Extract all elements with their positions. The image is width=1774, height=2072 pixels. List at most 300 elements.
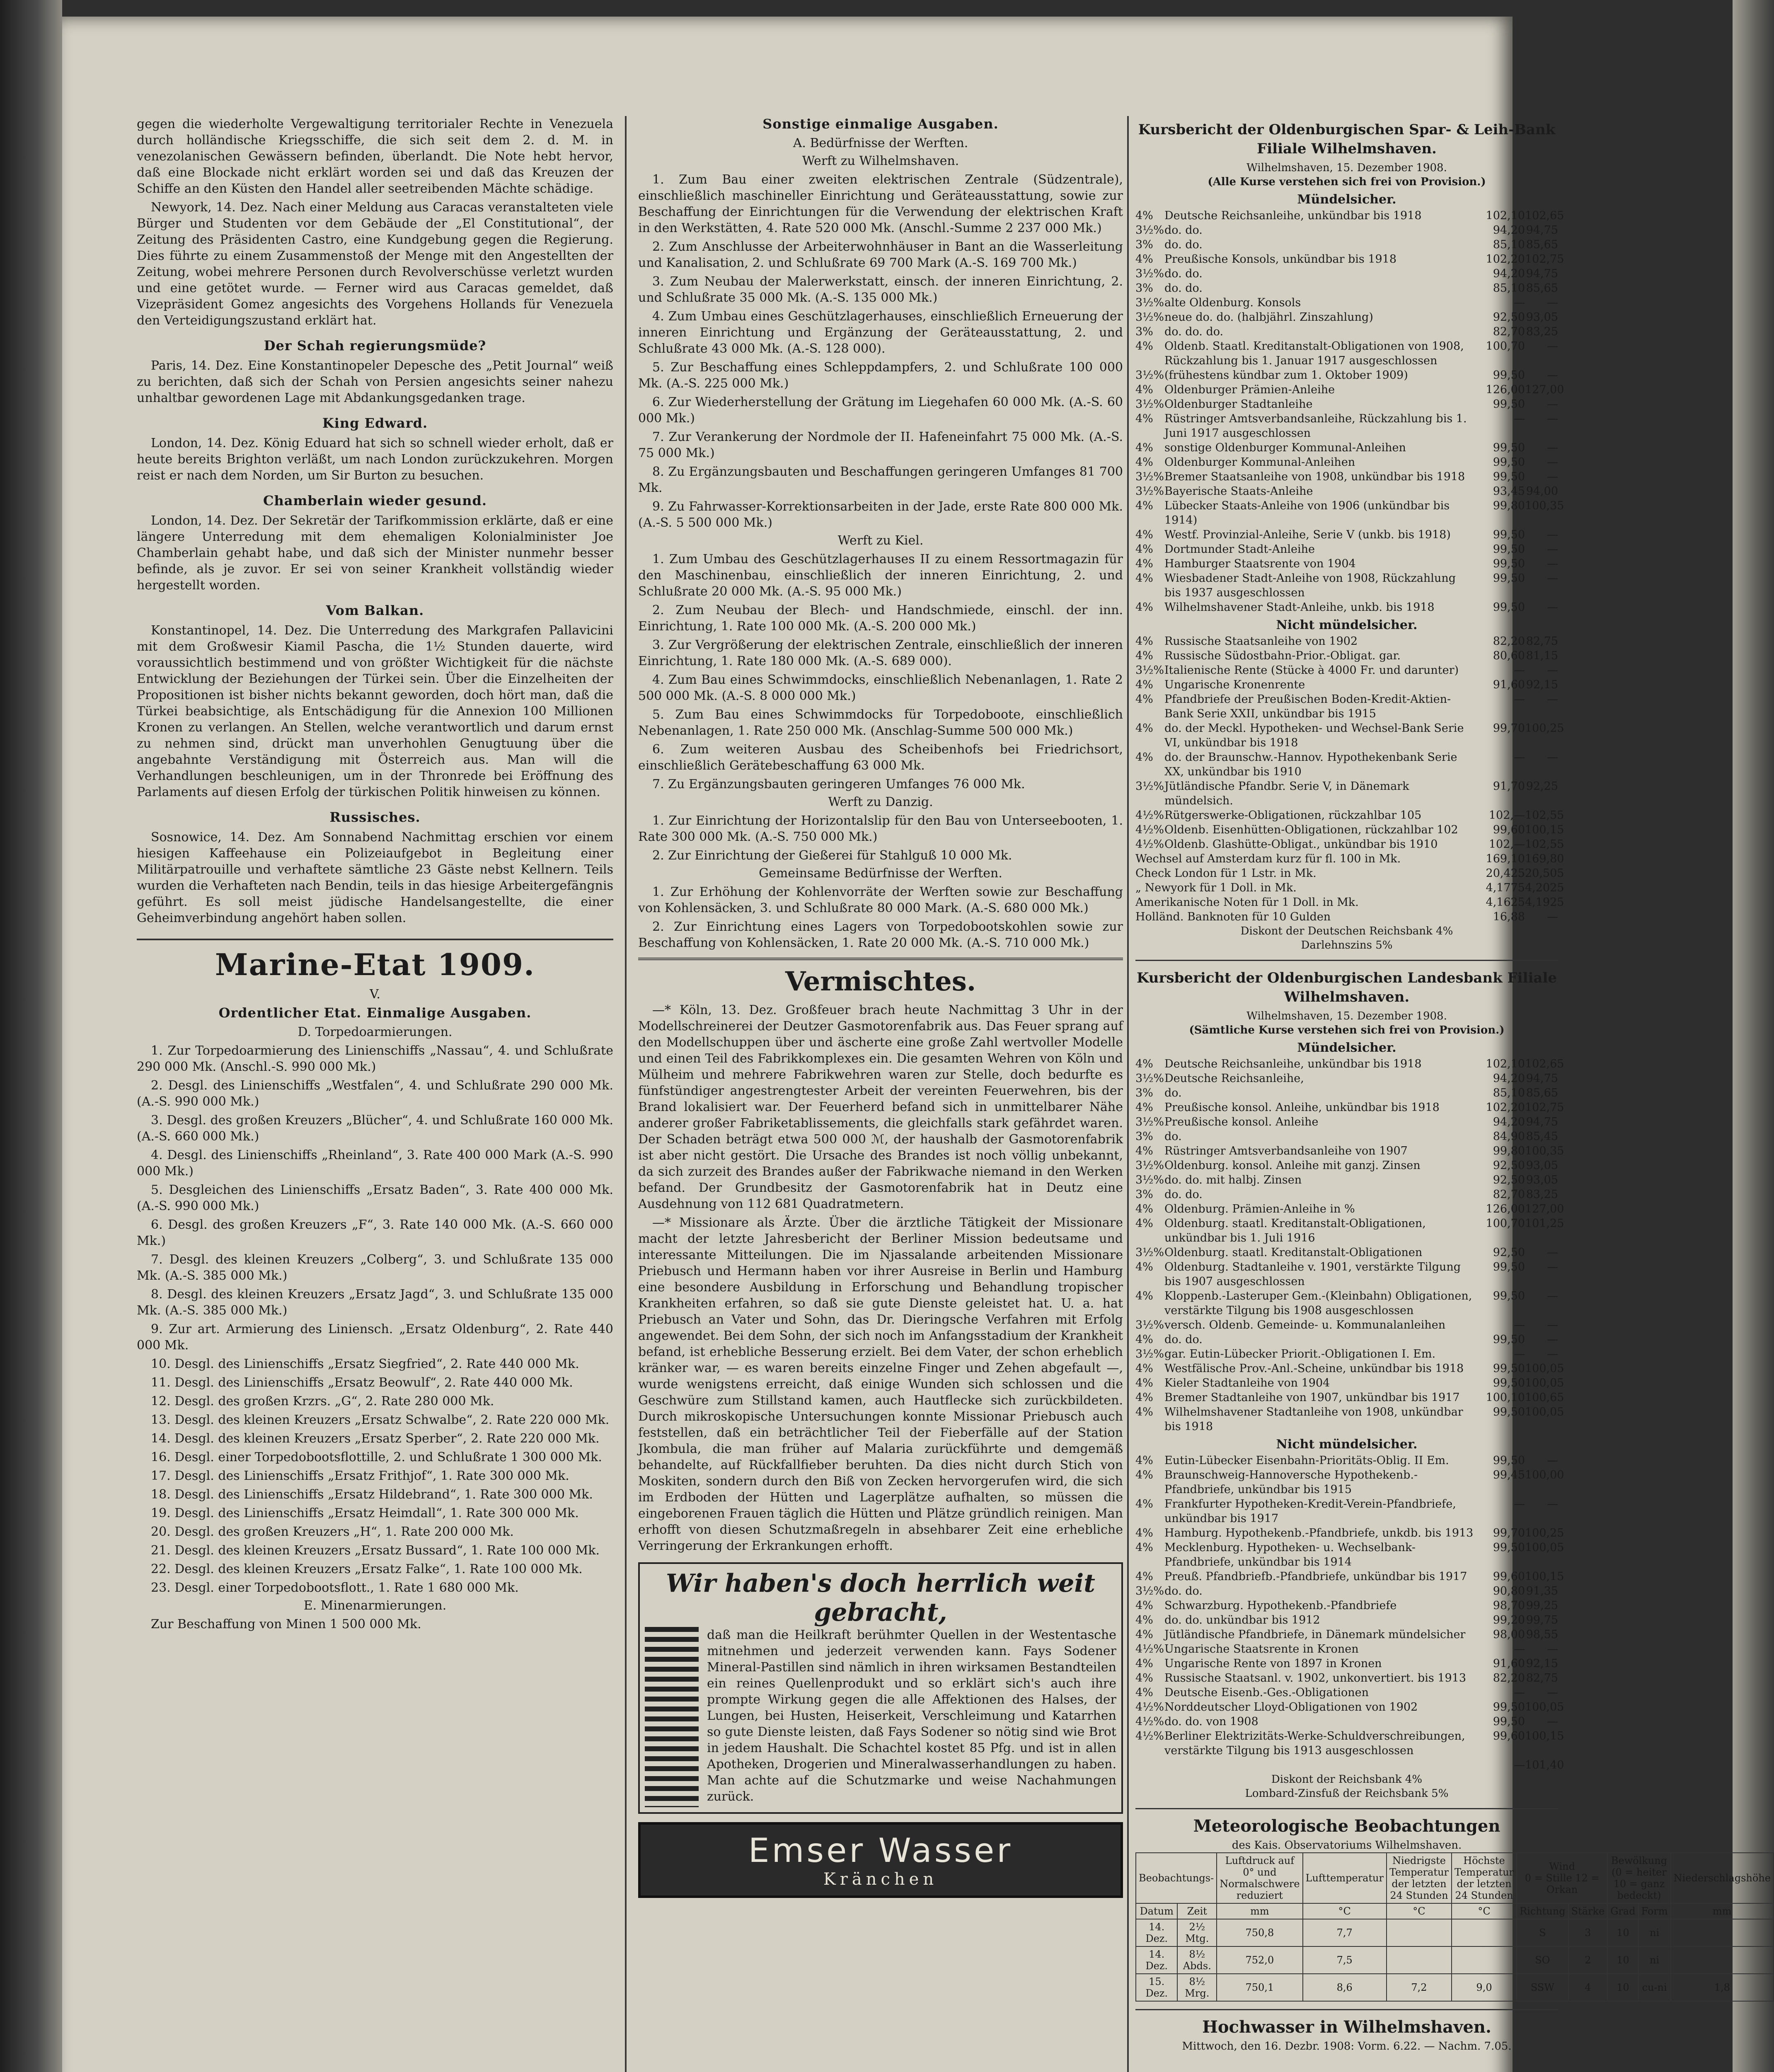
table-cell: 80,60 <box>1493 649 1525 662</box>
table-row <box>1135 1144 1564 1158</box>
table-cell: Dortmunder Stadt-Anleihe <box>1164 543 1315 556</box>
table-cell: 3% <box>1135 1130 1153 1143</box>
table-cell: — <box>1514 751 1525 764</box>
met-subheader: °C <box>1387 1903 1452 1919</box>
table-row <box>1135 1497 1558 1526</box>
headline-chamberlain: Chamberlain wieder gesund. <box>263 493 487 508</box>
table-cell: — <box>1547 557 1558 570</box>
table-cell: 99,50 <box>1493 1454 1525 1467</box>
table-row <box>1135 324 1558 339</box>
table-cell: — <box>1547 441 1558 454</box>
table-cell: Frankfurter Hypotheken-Kredit-Verein-Pfandbriefe, unkündbar bis 1917 <box>1164 1498 1456 1525</box>
met-subheader: mm <box>1671 1903 1774 1919</box>
table-cell: 4% <box>1135 1377 1153 1389</box>
headline-schah: Der Schah regierungsmüde? <box>264 338 486 353</box>
table-cell: — <box>1547 664 1558 677</box>
table-cell: 4 <box>1568 1974 1608 2001</box>
table-cell: Westfälische Prov.-Anl.-Scheine, unkündbar bis 1918 <box>1164 1362 1464 1375</box>
table-row <box>1135 750 1558 779</box>
table-cell: — <box>1547 1246 1558 1259</box>
table-cell: 102,55 <box>1525 838 1564 851</box>
list-item: 2. Zum Anschlusse der Arbeiterwohnhäuser in Bant an die Wasserleitung und Kanalisation, 2. und Schlußrate 69 700 Mark (A.-S. 169 700 Mk.) <box>638 240 1123 270</box>
table-cell: — <box>1514 1319 1525 1331</box>
table-cell: Oldenburg. staatl. Kreditanstalt-Obligationen, unkündbar bis 1. Juli 1916 <box>1164 1217 1426 1244</box>
table-cell: 81,15 <box>1526 649 1558 662</box>
list-item: 19. Desgl. des Linienschiffs „Ersatz Heimdall“, 1. Rate 300 000 Mk. <box>151 1506 579 1520</box>
table-cell <box>1135 1758 1164 1772</box>
table-cell <box>1671 1919 1774 1946</box>
table-row <box>1135 1468 1564 1497</box>
table-cell: — <box>1514 664 1525 677</box>
table-row <box>1135 382 1564 397</box>
table-cell: 100,05 <box>1525 1406 1564 1418</box>
table-cell: 85,65 <box>1526 1087 1558 1099</box>
table-row <box>1135 721 1564 750</box>
subhead-gemeinsam: Gemeinsame Bedürfnisse der Werften. <box>759 866 1002 881</box>
table-cell: sonstige Oldenburger Kommunal-Anleihen <box>1164 441 1406 454</box>
table-cell: Wilhelmshavener Stadtanleihe von 1908, unkündbar bis 1918 <box>1164 1406 1463 1433</box>
table-cell: 82,75 <box>1526 1672 1558 1685</box>
table-row <box>1135 1569 1564 1584</box>
table-row <box>1135 779 1558 808</box>
marine-items-list <box>137 1043 613 1596</box>
table-cell: 99,50 <box>1493 1715 1525 1728</box>
table-cell: 8½ Abds. <box>1177 1946 1217 1974</box>
table-cell: 4% <box>1135 1527 1153 1539</box>
table-cell: 85,10 <box>1493 282 1525 295</box>
table-cell: 101,25 <box>1525 1217 1564 1230</box>
advertisement-sodener <box>638 1562 1123 1814</box>
column-rule-1 <box>625 116 627 2072</box>
table-cell: 100,15 <box>1525 1730 1564 1743</box>
table-cell: 94,20 <box>1493 1072 1525 1085</box>
table-row <box>1135 678 1558 692</box>
table-cell: 99,50 <box>1493 398 1525 411</box>
table-cell: 4% <box>1135 1686 1153 1699</box>
table-cell: — <box>1547 1643 1558 1656</box>
list-item: 4. Zum Bau eines Schwimmdocks, einschließlich Nebenanlagen, 1. Rate 2 500 000 Mk. (A.-S. 8 000 000 Mk.) <box>638 673 1123 703</box>
table-cell: 8,6 <box>1303 1974 1387 2001</box>
table-cell: 100,05 <box>1525 1377 1564 1389</box>
table-cell: Westf. Provinzial-Anleihe, Serie V (unkb. bis 1918) <box>1164 528 1451 541</box>
table-cell: 94,75 <box>1526 1072 1558 1085</box>
table-row <box>1135 1202 1564 1216</box>
table-cell: Ungarische Kronenrente <box>1164 678 1305 691</box>
table-cell: — <box>1547 1498 1558 1510</box>
emser-name: Emser Wasser <box>748 1831 1013 1870</box>
table-cell: 99,50 <box>1493 369 1525 382</box>
table-cell: — <box>1514 412 1525 425</box>
table-cell: — <box>1547 412 1558 425</box>
table-cell: — <box>1547 1454 1558 1467</box>
list-item: 13. Desgl. des kleinen Kreuzers „Ersatz Schwalbe“, 2. Rate 220 000 Mk. <box>151 1413 610 1427</box>
table-cell: — <box>1514 1686 1525 1699</box>
table-cell: 4% <box>1135 499 1153 512</box>
table-cell: 99,50 <box>1493 557 1525 570</box>
table-row <box>1135 1129 1558 1144</box>
table-row <box>1135 1361 1564 1376</box>
list-item: 14. Desgl. des kleinen Kreuzers „Ersatz Sperber“, 2. Rate 220 000 Mk. <box>151 1431 600 1446</box>
table-cell: Oldenburg. staatl. Kreditanstalt-Obligationen <box>1164 1246 1423 1259</box>
table-row <box>1135 1642 1558 1656</box>
table-cell: 85,10 <box>1493 1087 1525 1099</box>
table-cell: 4% <box>1135 678 1153 691</box>
table-cell: — <box>1547 1290 1558 1302</box>
column-3 <box>1135 116 1771 2072</box>
table-row <box>1135 910 1558 924</box>
table-cell: 4½% <box>1135 838 1164 851</box>
table-cell: 99,75 <box>1526 1614 1558 1627</box>
table-cell: 100,00 <box>1525 1469 1564 1481</box>
table-cell: S <box>1517 1919 1568 1946</box>
table-cell: 127,00 <box>1525 383 1564 396</box>
list-item: 17. Desgl. des Linienschiffs „Ersatz Frithjof“, 1. Rate 300 000 Mk. <box>151 1469 569 1483</box>
kursbericht-2-lombard: Lombard-Zinsfuß der Reichsbank 5% <box>1245 1787 1449 1800</box>
table-row <box>1135 1540 1564 1569</box>
table-cell: Oldenburger Stadtanleihe <box>1164 398 1313 411</box>
table-cell: — <box>1547 1715 1558 1728</box>
table-cell: Hamburger Staatsrente von 1904 <box>1164 557 1356 570</box>
table-cell: 1,8 <box>1671 1974 1774 2001</box>
table-cell: 3% <box>1135 238 1153 251</box>
table-cell: 100,15 <box>1525 1570 1564 1583</box>
list-item: 9. Zu Fahrwasser-Korrektionsarbeiten in der Jade, erste Rate 800 000 Mk. (A.-S. 5 500 000 Mk.) <box>638 499 1123 530</box>
headline-balkan: Vom Balkan. <box>326 603 424 618</box>
table-cell: Preußische konsol. Anleihe, unkündbar bis 1918 <box>1164 1101 1440 1114</box>
table-row <box>1135 542 1558 557</box>
table-cell: 100,35 <box>1525 1145 1564 1157</box>
table-cell: — <box>1547 910 1558 923</box>
table-cell: 4% <box>1135 1101 1153 1114</box>
table-row <box>1135 1115 1558 1129</box>
list-item: 5. Zur Beschaffung eines Schleppdampfers, 2. und Schlußrate 100 000 Mk. (A.-S. 225 000 Mk.) <box>638 360 1123 391</box>
table-row <box>1135 1216 1564 1245</box>
list-item: 11. Desgl. des Linienschiffs „Ersatz Beowulf“, 2. Rate 440 000 Mk. <box>151 1375 573 1390</box>
table-cell: 4% <box>1135 253 1153 266</box>
kursbericht-2-section-2: Nicht mündelsicher. <box>1276 1437 1418 1452</box>
column-rule-2 <box>1127 116 1129 2072</box>
met-subheader: Datum <box>1136 1903 1177 1919</box>
table-cell: do. do. <box>1164 238 1203 251</box>
table-cell: alte Oldenburg. Konsols <box>1164 296 1301 309</box>
table-cell: 4% <box>1135 1498 1153 1510</box>
table-cell: 4% <box>1135 722 1153 735</box>
book-binding <box>0 0 62 2072</box>
table-cell: 98,00 <box>1493 1628 1525 1641</box>
table-cell: 4% <box>1135 601 1153 614</box>
list-item: 3. Zum Neubau der Malerwerkstatt, einsch. der inneren Einrichtung, 2. und Schlußrate 35 000 Mk. (A.-S. 135 000 Mk.) <box>638 274 1123 305</box>
list-item: 4. Zum Umbau eines Geschützlagerhauses, einschließlich Erneuerung der inneren Einrichtung und Ergänzung der Geräteausstattung, 2. und Schlußrate 43 000 Mk. (A.-S. 128 000). <box>638 309 1123 356</box>
table-row <box>1135 808 1564 823</box>
subhead-wilhelmshaven: Werft zu Wilhelmshaven. <box>802 154 959 168</box>
kursbericht-1-darlehn: Darlehnszins 5% <box>1301 939 1393 951</box>
list-item: 22. Desgl. des kleinen Kreuzers „Ersatz Falke“, 1. Rate 100 000 Mk. <box>151 1562 583 1576</box>
table-cell: 4½% <box>1135 823 1164 836</box>
kursbericht-1-table-2 <box>1135 634 1564 852</box>
table-cell: 99,50 <box>1493 1541 1525 1554</box>
table-cell: Ungarische Rente von 1897 in Kronen <box>1164 1657 1382 1670</box>
table-cell: 169,80 <box>1525 852 1564 865</box>
table-row <box>1135 557 1558 571</box>
table-cell: 3% <box>1135 282 1153 295</box>
table-row <box>1135 1627 1558 1642</box>
table-cell: Schwarzburg. Hypothekenb.-Pfandbriefe <box>1164 1599 1397 1612</box>
table-cell: Oldenb. Eisenhütten-Obligationen, rückzahlbar 102 <box>1164 823 1458 836</box>
met-header-wind: Wind 0 = Stille 12 = Orkan <box>1517 1853 1607 1903</box>
table-cell: 3½% <box>1135 1319 1164 1331</box>
table-cell: — <box>1547 470 1558 483</box>
table-cell: 94,75 <box>1526 224 1558 237</box>
table-cell: 102,— <box>1488 809 1525 822</box>
table-cell: 3½% <box>1135 296 1164 309</box>
table-cell: Oldenburg. Stadtanleihe v. 1901, verstärkte Tilgung bis 1907 ausgeschlossen <box>1164 1261 1461 1288</box>
table-cell: — <box>1547 1333 1558 1346</box>
table-cell: 100,70 <box>1486 1217 1525 1230</box>
list-item: 7. Desgl. des kleinen Kreuzers „Colberg“, 3. und Schlußrate 135 000 Mk. (A.-S. 385 000 Mk.) <box>137 1252 613 1283</box>
table-cell: 4% <box>1135 1203 1153 1215</box>
table-cell: 85,45 <box>1526 1130 1558 1143</box>
list-item: 7. Zu Ergänzungsbauten geringeren Umfanges 76 000 Mk. <box>652 777 1025 792</box>
table-cell: 3½% <box>1135 369 1164 382</box>
kursbericht-2-date: Wilhelmshaven, 15. Dezember 1908. <box>1246 1010 1447 1022</box>
werft-gemeinsam-list <box>638 884 1123 951</box>
table-cell: 100,05 <box>1525 1541 1564 1554</box>
table-row <box>1135 1347 1558 1361</box>
table-cell: Berliner Elektrizitäts-Werke-Schuldverschreibungen, verstärkte Tilgung bis 1913 ausgeschlossen <box>1164 1730 1465 1757</box>
table-row <box>1136 1919 1774 1946</box>
table-cell: 102,75 <box>1525 1101 1564 1114</box>
table-cell: Oldenburg. konsol. Anleihe mit ganzj. Zinsen <box>1164 1159 1421 1172</box>
table-row <box>1135 499 1564 528</box>
table-row <box>1135 866 1564 881</box>
table-cell: 93,05 <box>1526 311 1558 324</box>
table-row <box>1135 1318 1558 1332</box>
table-cell: — <box>1547 369 1558 382</box>
met-header-niederschlag: Niederschlagshöhe <box>1671 1853 1774 1903</box>
table-cell: 99,70 <box>1493 1527 1525 1539</box>
kursbericht-2-section: Mündelsicher. <box>1297 1041 1396 1055</box>
table-row <box>1135 368 1558 382</box>
table-cell: do. do. unkündbar bis 1912 <box>1164 1614 1320 1627</box>
list-item: 2. Desgl. des Linienschiffs „Westfalen“, 4. und Schlußrate 290 000 Mk. (A.-S. 990 000 Mk.) <box>137 1078 613 1109</box>
table-row <box>1135 1376 1564 1390</box>
table-cell: 91,70 <box>1493 780 1525 793</box>
table-cell: Preußische Konsols, unkündbar bis 1918 <box>1164 253 1397 266</box>
table-cell: Bremer Staatsanleihe von 1908, unkündbar bis 1918 <box>1164 470 1465 483</box>
table-row <box>1135 1671 1558 1685</box>
list-item: 10. Desgl. des Linienschiffs „Ersatz Siegfried“, 2. Rate 440 000 Mk. <box>151 1357 579 1371</box>
table-cell: 3½% <box>1135 485 1164 498</box>
met-subheader: °C <box>1303 1903 1387 1919</box>
table-cell: Preuß. Pfandbriefb.-Pfandbriefe, unkündbar bis 1917 <box>1164 1570 1467 1583</box>
table-cell: 100,25 <box>1525 1527 1564 1539</box>
kursbericht-2-diskont: Diskont der Reichsbank 4% <box>1271 1773 1423 1786</box>
table-cell: 4% <box>1135 1672 1153 1685</box>
table-cell: Holländ. Banknoten für 10 Gulden <box>1135 910 1331 923</box>
table-row <box>1135 1685 1558 1700</box>
met-subheader: Form <box>1638 1903 1671 1919</box>
table-row <box>1135 295 1558 310</box>
hochwasser-title: Hochwasser in Wilhelmshaven. <box>1202 2017 1491 2037</box>
table-cell: 3½% <box>1135 1159 1164 1172</box>
list-item: 3. Zur Vergrößerung der elektrischen Zentrale, einschließlich der inneren Einrichtung, 1. Rate 180 000 Mk. (A.-S. 689 000). <box>638 638 1123 668</box>
table-row <box>1136 1974 1774 2001</box>
table-cell: 94,75 <box>1526 1116 1558 1128</box>
table-cell: 750,8 <box>1217 1919 1302 1946</box>
table-cell: — <box>1547 1261 1558 1273</box>
table-cell: 94,00 <box>1526 485 1558 498</box>
table-cell: 7,2 <box>1387 1974 1452 2001</box>
table-cell: 99,50 <box>1493 601 1525 614</box>
list-item: 20. Desgl. des großen Kreuzers „H“, 1. Rate 200 000 Mk. <box>151 1525 514 1539</box>
table-cell: 99,50 <box>1493 1261 1525 1273</box>
table-cell: do. do. <box>1164 267 1203 280</box>
table-cell: Pfandbriefe der Preußischen Boden-Kredit-Aktien-Bank Serie XXII, unkündbar bis 1915 <box>1164 693 1451 720</box>
kursbericht-2-note: (Sämtliche Kurse verstehen sich frei von Provision.) <box>1189 1024 1505 1036</box>
list-item: 4. Desgl. des Linienschiffs „Rheinland“, 3. Rate 400 000 Mark (A.-S. 990 000 Mk.) <box>137 1148 613 1179</box>
table-cell: do. der Braunschw.-Hannov. Hypothekenbank Serie XX, unkündbar bis 1910 <box>1164 751 1457 778</box>
table-cell: Kieler Stadtanleihe von 1904 <box>1164 1377 1330 1389</box>
met-header-luftdruck: Luftdruck auf 0° und Normalschwere reduziert <box>1217 1853 1302 1903</box>
table-cell: 83,25 <box>1526 1188 1558 1201</box>
list-item: 1. Zum Bau einer zweiten elektrischen Zentrale (Südzentrale), einschließlich maschineller Einrichtung und Geräteausstattung, sowie zur Beschaffung der Einrichtungen für die Verwendung der elektrischen Kraft in den Werkstätten, 4. Rate 520 000 Mk. (Anschl.-Summe 2 237 000 Mk.) <box>638 172 1123 235</box>
table-cell: — <box>1514 1643 1525 1656</box>
table-row <box>1135 1526 1564 1540</box>
table-cell: 7,5 <box>1303 1946 1387 1974</box>
table-cell <box>1387 1946 1452 1974</box>
headline-sonstige: Sonstige einmalige Ausgaben. <box>762 116 999 132</box>
table-cell: 92,15 <box>1526 1657 1558 1670</box>
table-cell: 100,15 <box>1525 823 1564 836</box>
kursbericht-1-table <box>1135 208 1564 615</box>
table-cell: 4,1925 <box>1525 896 1564 909</box>
table-row <box>1135 1245 1558 1260</box>
headline-russisches: Russisches. <box>329 809 421 825</box>
table-row <box>1135 634 1558 649</box>
table-cell: 102,20 <box>1486 1101 1525 1114</box>
table-row <box>1135 837 1564 852</box>
table-cell: 82,20 <box>1493 1672 1525 1685</box>
table-row <box>1135 281 1558 295</box>
ad-box-illustration <box>645 1627 699 1807</box>
table-cell: 3 <box>1568 1919 1608 1946</box>
kursbericht-1-date: Wilhelmshaven, 15. Dezember 1908. <box>1246 162 1447 174</box>
table-cell: 100,25 <box>1525 722 1564 735</box>
table-cell: — <box>1547 1319 1558 1331</box>
table-cell: do. do. do. <box>1164 325 1224 338</box>
table-cell: 102,55 <box>1525 809 1564 822</box>
table-cell: 99,60 <box>1493 823 1525 836</box>
table-cell: Norddeutscher Lloyd-Obligationen von 1902 <box>1164 1701 1418 1714</box>
table-cell: versch. Oldenb. Gemeinde- u. Kommunalanleihen <box>1164 1319 1446 1331</box>
list-item: 6. Desgl. des großen Kreuzers „F“, 3. Rate 140 000 Mk. (A.-S. 660 000 Mk.) <box>137 1218 613 1248</box>
table-cell: 94,75 <box>1526 267 1558 280</box>
met-subheader: Zeit <box>1177 1903 1217 1919</box>
list-item: 6. Zur Wiederherstellung der Grätung im Liegehafen 60 000 Mk. (A.-S. 60 000 Mk.) <box>638 395 1123 426</box>
table-cell: do. do. von 1908 <box>1164 1715 1258 1728</box>
table-cell: 93,05 <box>1526 1159 1558 1172</box>
table-cell: 750,1 <box>1217 1974 1302 2001</box>
list-item: 5. Desgleichen des Linienschiffs „Ersatz Baden“, 3. Rate 400 000 Mk. (A.-S. 990 000 Mk.) <box>137 1183 613 1213</box>
table-cell: 4% <box>1135 635 1153 648</box>
table-row <box>1135 455 1558 470</box>
table-cell: 127,00 <box>1525 1203 1564 1215</box>
table-row <box>1135 692 1558 721</box>
table-cell: 102,65 <box>1525 209 1564 222</box>
met-subheader: Richtung <box>1517 1903 1568 1919</box>
list-item: 9. Zur art. Armierung des Liniensch. „Ersatz Oldenburg“, 2. Rate 440 000 Mk. <box>137 1322 613 1353</box>
table-cell: Deutsche Eisenb.-Ges.-Obligationen <box>1164 1686 1369 1699</box>
table-cell: 99,50 <box>1493 1290 1525 1302</box>
table-cell: 101,40 <box>1525 1759 1564 1772</box>
table-row <box>1135 823 1564 837</box>
table-cell: 4% <box>1135 1217 1153 1230</box>
list-item: 16. Desgl. einer Torpedobootsflottille, 2. und Schlußrate 1 300 000 Mk. <box>151 1450 602 1464</box>
table-cell: SSW <box>1517 1974 1568 2001</box>
table-cell: Braunschweig-Hannoversche Hypothekenb.-Pfandbriefe, unkündbar bis 1915 <box>1164 1469 1418 1496</box>
table-cell: 92,50 <box>1493 311 1525 324</box>
table-cell: 85,65 <box>1526 238 1558 251</box>
table-cell: 3½% <box>1135 664 1164 677</box>
table-cell: 4% <box>1135 1628 1153 1641</box>
met-header-bewoelkung: Bewölkung (0 = heiter 10 = ganz bedeckt) <box>1607 1853 1670 1903</box>
table-row <box>1135 397 1558 411</box>
table-cell: 7,7 <box>1303 1919 1387 1946</box>
table-cell: do. do. <box>1164 1333 1203 1346</box>
table-row <box>1135 1598 1558 1613</box>
table-cell: 3½% <box>1135 1585 1164 1598</box>
list-item: 1. Zur Torpedoarmierung des Linienschiffs „Nassau“, 4. und Schlußrate 290 000 Mk. (Anschl.-S. 990 000 Mk.) <box>137 1043 613 1074</box>
table-cell: do. der Meckl. Hypotheken- und Wechsel-Bank Serie VI, unkündbar bis 1918 <box>1164 722 1464 749</box>
kursbericht-1-wechsel <box>1135 852 1564 924</box>
table-cell: 99,50 <box>1493 543 1525 556</box>
table-cell: Russische Südostbahn-Prior.-Obligat. gar. <box>1164 649 1401 662</box>
table-cell: 91,60 <box>1493 1657 1525 1670</box>
table-cell: 10 <box>1607 1974 1638 2001</box>
met-header-beobachtung: Beobachtungs- <box>1136 1853 1217 1903</box>
table-cell: 92,15 <box>1526 678 1558 691</box>
table-cell: 4% <box>1135 412 1153 425</box>
table-cell: 4% <box>1135 1454 1153 1467</box>
table-cell: Rüstringer Amtsverbandsanleihe von 1907 <box>1164 1145 1408 1157</box>
table-cell: 20,505 <box>1525 867 1564 880</box>
table-cell: Jütländische Pfandbriefe, in Dänemark mündelsicher <box>1164 1628 1466 1641</box>
table-cell: Rütgerswerke-Obligationen, rückzahlbar 105 <box>1164 809 1422 822</box>
table-cell: 99,20 <box>1493 1614 1525 1627</box>
table-cell: 3½% <box>1135 1116 1164 1128</box>
table-cell: 16,88 <box>1493 910 1525 923</box>
table-row <box>1135 252 1564 266</box>
table-cell: Check London für 1 Lstr. in Mk. <box>1135 867 1317 880</box>
table-cell: 99,50 <box>1493 1701 1525 1714</box>
table-cell: do. do. <box>1164 1188 1203 1201</box>
table-cell: 3½% <box>1135 780 1164 793</box>
table-row <box>1135 663 1558 678</box>
table-row <box>1135 223 1558 237</box>
table-cell: 2½ Mtg. <box>1177 1919 1217 1946</box>
list-item: 23. Desgl. einer Torpedobootsflott., 1. Rate 1 680 000 Mk. <box>151 1581 519 1595</box>
table-cell: 4% <box>1135 1570 1153 1583</box>
table-row <box>1135 237 1558 252</box>
table-cell: ni <box>1638 1946 1671 1974</box>
marine-last-item: Zur Beschaffung von Minen 1 500 000 Mk. <box>151 1617 421 1631</box>
table-cell: 99,50 <box>1493 456 1525 469</box>
table-cell: 100,65 <box>1525 1391 1564 1404</box>
table-cell: — <box>1547 751 1558 764</box>
meteorologie-title: Meteorologische Beobachtungen <box>1193 1816 1501 1836</box>
table-cell: 4% <box>1135 456 1153 469</box>
table-cell: 3½% <box>1135 398 1164 411</box>
